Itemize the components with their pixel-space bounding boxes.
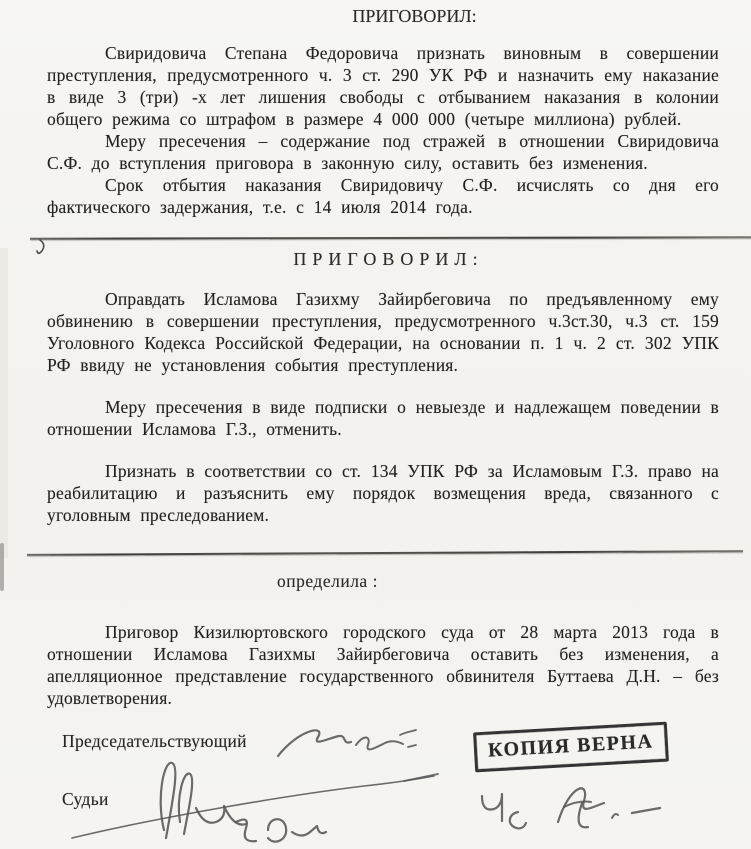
ruling-paragraph: Приговор Кизилюртовского городского суда от 28 марта 2013 года в отношении Исламова Газихмы Зайирбеговича оставить без изменения, а апелляционное представление государственного обвинителя Буттаева Д.Н. – без удовлетворения. xyxy=(47,622,719,708)
verdict-section-sviridovich xyxy=(0,6,751,218)
verdict-body-2 xyxy=(0,288,751,526)
copy-verified-stamp: КОПИЯ ВЕРНА xyxy=(473,722,668,773)
judges-signature xyxy=(66,750,458,848)
stamp-certifier-signature xyxy=(472,776,677,842)
verdict-section-islamov xyxy=(0,249,751,526)
verdict-paragraph: Срок отбытия наказания Свиридовичу С.Ф. исчислять со дня его фактического задержания, т.е. с 14 июля 2014 года. xyxy=(47,175,719,217)
verdict-body-1 xyxy=(0,42,751,218)
ruling-heading: определила : xyxy=(277,571,378,591)
page-scan-divider-line xyxy=(27,550,743,556)
verdict-paragraph: Свиридовича Степана Федоровича признать виновным в совершении преступления, предусмотренного ч. 3 ст. 290 УК РФ и назначить ему наказание в виде 3 (три) -х лет лишения свободы с отбыванием наказания в колонии общего режима со штрафом в размере 4 000 000 (четыре миллиона) рублей. xyxy=(47,43,719,129)
ruling-body xyxy=(0,621,751,709)
verdict-paragraph: Меру пресечения – содержание под стражей в отношении Свиридовича С.Ф. до вступления приговора в законную силу, оставить без изменения. xyxy=(47,131,719,173)
verdict-paragraph: Оправдать Исламова Газихму Зайирбеговича по предъявленному ему обвинению в совершении преступления, предусмотренного ч.3ст.30, ч.3 ст. 159 Уголовного Кодекса Российской Федерации, на основании п. 1 ч. 2 ст. 302 УПК РФ ввиду не установления события преступления. xyxy=(47,289,719,375)
page-scan-divider-line xyxy=(30,236,751,240)
presiding-judge-label: Председательствующий xyxy=(62,731,247,751)
verdict-heading-1: ПРИГОВОРИЛ: xyxy=(352,6,477,26)
verdict-paragraph: Признать в соответствии со ст. 134 УПК РФ за Исламовым Г.З. право на реабилитацию и разъяснить ему порядок возмещения вреда, связанного с уголовным преследованием. xyxy=(47,461,719,525)
ruling-section xyxy=(0,571,751,709)
verdict-paragraph: Меру пресечения в виде подписки о невыезде и надлежащем поведении в отношении Исламова Г.З., отменить. xyxy=(47,397,720,439)
judges-label: Судьи xyxy=(62,789,109,809)
verdict-heading-2: ПРИГОВОРИЛ: xyxy=(293,249,484,269)
